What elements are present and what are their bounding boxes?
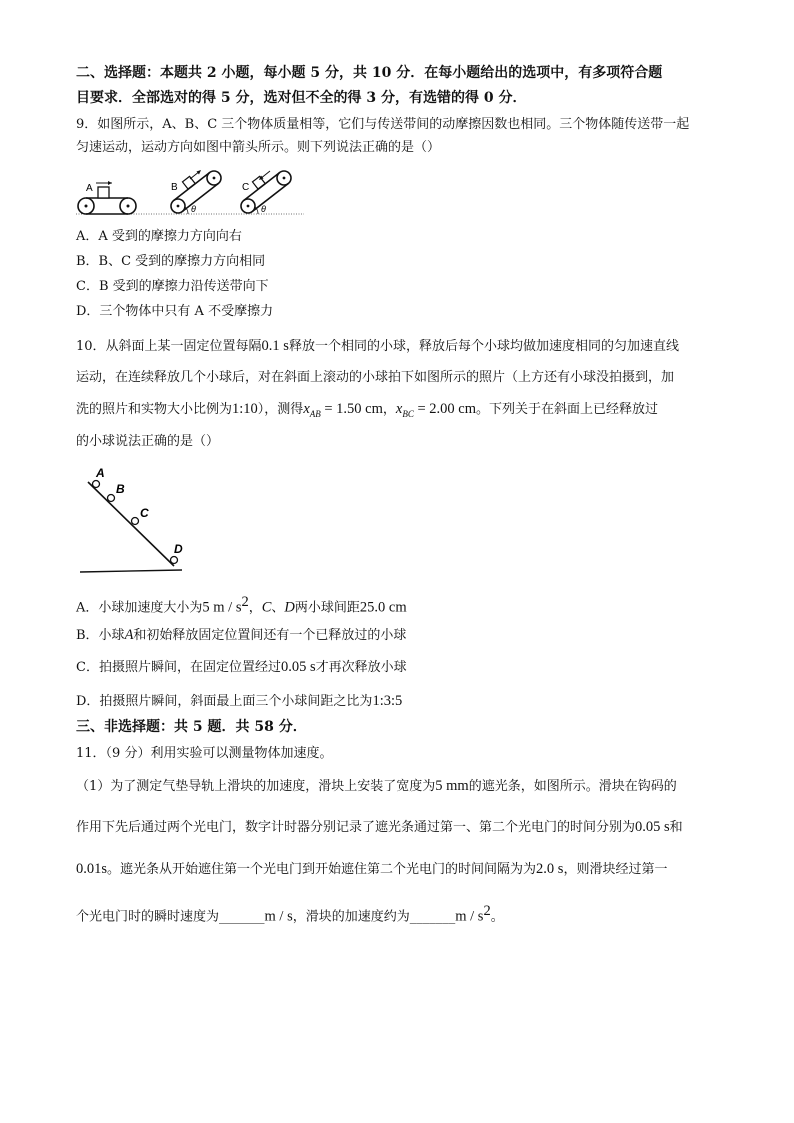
q10-interval: 0.1 s bbox=[261, 338, 289, 354]
label-a: A bbox=[96, 466, 105, 480]
q10-text: 释放一个相同的小球，释放后每个小球均做加速度相同的匀加速直线 bbox=[288, 339, 679, 354]
q10-ball-c: C bbox=[261, 599, 272, 616]
q10-ball-d: D bbox=[284, 599, 295, 616]
q10-accel-exp: 2 bbox=[241, 594, 249, 610]
q10-xbc-sub: BC bbox=[402, 408, 414, 419]
label-b: B bbox=[171, 182, 178, 193]
incline-line bbox=[88, 482, 174, 566]
q10-text: 洗的照片和实物大小比例为 bbox=[76, 402, 233, 417]
q11-time2: 0.01s bbox=[76, 861, 108, 877]
theta-b: θ bbox=[191, 204, 196, 214]
label-c: C bbox=[242, 182, 250, 193]
q11-text: 。 bbox=[490, 909, 504, 925]
q10-text: 才再次释放小球 bbox=[315, 660, 407, 675]
ball-d bbox=[171, 557, 178, 564]
q10-text: 、 bbox=[271, 600, 285, 616]
label-a: A bbox=[86, 183, 93, 194]
q11-text: ，则滑块经过第一 bbox=[563, 862, 668, 877]
q10-option-b bbox=[76, 626, 406, 645]
q11-para-line4 bbox=[76, 902, 504, 926]
q10-ratio-135: 1:3:5 bbox=[372, 693, 403, 709]
q10-text: C．拍摄照片瞬间，在固定位置经过 bbox=[76, 660, 281, 675]
q10-text: 和初始释放固定位置间还有一个已释放过的小球 bbox=[133, 628, 407, 643]
q10-text: ， bbox=[248, 600, 262, 616]
q10-xbc bbox=[396, 401, 476, 417]
q11-text: ，滑块的加速度约为 bbox=[292, 909, 410, 925]
q11-text: 。遮光条从开始遮住第一个光电门到开始遮住第二个光电门的时间间隔为为 bbox=[107, 862, 537, 877]
q10-text: ），测得 bbox=[257, 402, 304, 417]
q11-blank-velocity[interactable]: _______ bbox=[219, 909, 265, 925]
q11-para-line1 bbox=[76, 777, 677, 796]
block-b bbox=[182, 176, 195, 189]
q11-unit-velocity: m / s bbox=[264, 908, 293, 925]
q10-stem-line4: 的小球说法正确的是（） bbox=[76, 434, 220, 449]
q10-time: 0.05 s bbox=[280, 659, 316, 675]
q9-option-d: D．三个物体中只有 A 不受摩擦力 bbox=[76, 304, 274, 319]
q10-stem-line2: 运动，在连续释放几个小球后，对在斜面上滚动的小球拍下如图所示的照片（上方还有小球没拍摄到，加 bbox=[76, 370, 675, 385]
ball-c bbox=[132, 518, 139, 525]
q11-interval: 2.0 s bbox=[536, 861, 564, 877]
block-a bbox=[98, 187, 109, 198]
section3-title: 三、非选择题：共 5 题．共 58 分． bbox=[76, 719, 307, 735]
q10-incline-figure bbox=[78, 462, 198, 577]
q9-option-a: A．A 受到的摩擦力方向向右 bbox=[76, 229, 242, 244]
q11-text: 的遮光条，如图所示。滑块在钩码的 bbox=[468, 779, 677, 794]
q11-stem: 11．（9 分）利用实验可以测量物体加速度。 bbox=[76, 746, 333, 761]
q10-x-symbol: x bbox=[395, 401, 403, 417]
q10-text: 两小球间距 bbox=[294, 600, 360, 616]
label-b: B bbox=[116, 482, 125, 496]
q11-blank-acceleration[interactable]: _______ bbox=[409, 909, 456, 925]
q11-text: 个光电门时的瞬时速度为 bbox=[76, 909, 220, 925]
belt-b bbox=[171, 170, 221, 214]
q10-stem-line1 bbox=[76, 337, 679, 356]
q10-text: D．拍摄照片瞬间，斜面最上面三个小球间距之比为 bbox=[76, 694, 373, 709]
q9-stem-line1: 9．如图所示，A、B、C 三个物体质量相等，它们与传送带间的动摩擦因数也相同。三个物体随传送带一起 bbox=[76, 117, 690, 132]
q10-option-a bbox=[76, 593, 407, 617]
q10-xbc-value: = 2.00 cm bbox=[413, 401, 477, 417]
q10-text: 。下列关于在斜面上已经释放过 bbox=[476, 402, 659, 417]
q10-option-c bbox=[76, 658, 407, 677]
q10-x-symbol: x bbox=[303, 401, 310, 417]
q9-stem-line2: 匀速运动，运动方向如图中箭头所示。则下列说法正确的是（） bbox=[76, 140, 441, 155]
q11-para-line2 bbox=[76, 818, 683, 837]
section2-title-line2: 目要求．全部选对的得 5 分，选对但不全的得 3 分，有选错的得 0 分． bbox=[76, 90, 527, 106]
label-c: C bbox=[140, 506, 149, 520]
q11-unit-accel-exp: 2 bbox=[483, 903, 491, 919]
q9-option-b: B．B、C 受到的摩擦力方向相同 bbox=[76, 254, 266, 269]
ball-b bbox=[108, 495, 115, 502]
q11-unit-accel: m / s bbox=[455, 908, 484, 925]
q11-text: 和 bbox=[669, 820, 683, 835]
ground-line bbox=[80, 570, 182, 572]
q10-accel: 5 m / s bbox=[202, 599, 242, 616]
q10-text: 10．从斜面上某一固定位置每隔 bbox=[76, 339, 262, 354]
q10-text: ， bbox=[382, 402, 396, 417]
q10-text: A．小球加速度大小为 bbox=[76, 600, 203, 616]
q10-text: B．小球 bbox=[76, 628, 125, 643]
belt-a bbox=[78, 181, 136, 214]
q9-option-c: C．B 受到的摩擦力沿传送带向下 bbox=[76, 279, 269, 294]
q11-time1: 0.05 s bbox=[635, 819, 670, 835]
label-d: D bbox=[174, 542, 183, 556]
q11-para-line3 bbox=[76, 860, 667, 879]
q11-text: （1）为了测定气垫导轨上滑块的加速度，滑块上安装了宽度为 bbox=[76, 779, 436, 794]
q11-width: 5 mm bbox=[435, 778, 469, 794]
q11-text: 作用下先后通过两个光电门，数字计时器分别记录了遮光条通过第一、第二个光电门的时间分别为 bbox=[76, 820, 636, 835]
q10-xab-sub: AB bbox=[309, 408, 321, 419]
q10-xab bbox=[303, 401, 383, 417]
theta-c: θ bbox=[261, 204, 266, 214]
q9-conveyor-figure bbox=[76, 170, 306, 220]
q10-ratio: 1:10 bbox=[232, 401, 258, 417]
q10-distance: 25.0 cm bbox=[359, 599, 407, 616]
q10-ball-a: A bbox=[124, 627, 134, 643]
ball-a bbox=[93, 481, 100, 488]
q10-xab-value: = 1.50 cm bbox=[320, 401, 383, 417]
q10-stem-line3 bbox=[76, 400, 658, 423]
section2-title-line1: 二、选择题：本题共 2 小题，每小题 5 分，共 10 分．在每小题给出的选项中，有多项符合题 bbox=[76, 65, 663, 81]
q10-option-d bbox=[76, 692, 402, 711]
belt-c bbox=[241, 171, 291, 214]
